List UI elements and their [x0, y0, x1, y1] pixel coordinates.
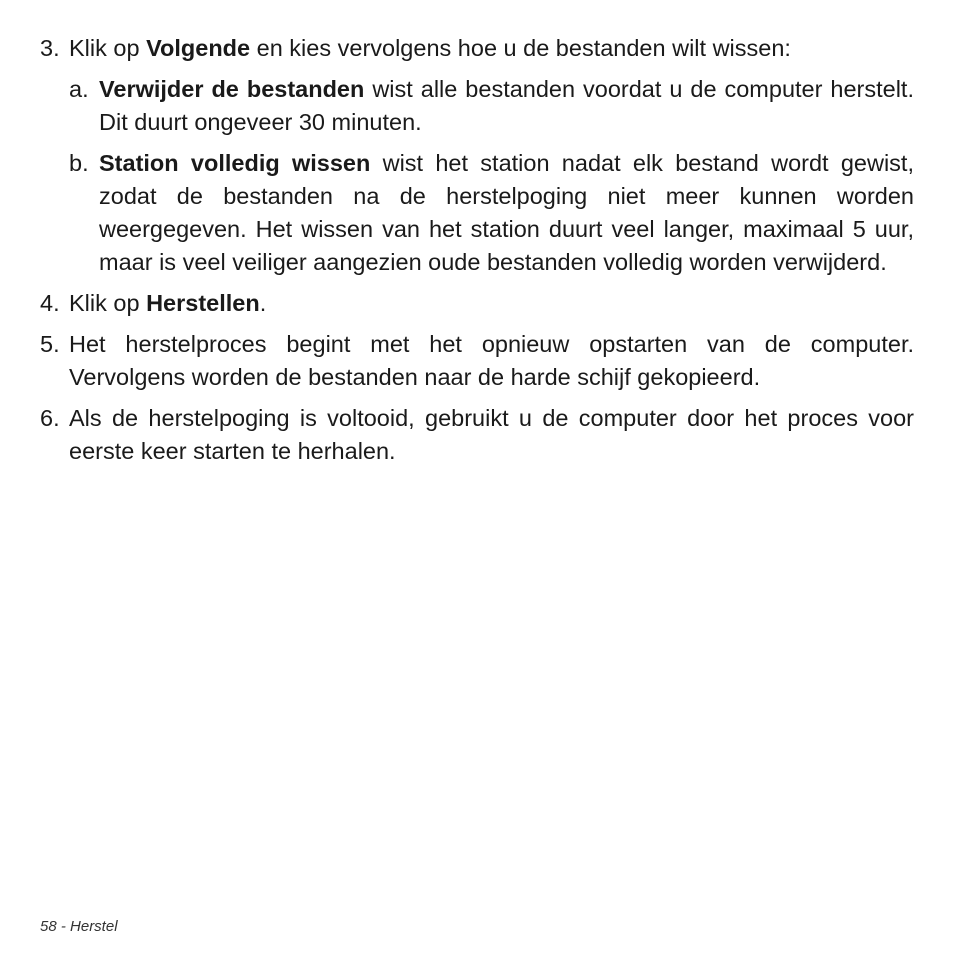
- step-3: [40, 32, 914, 279]
- step-text-post: .: [259, 290, 267, 316]
- substep-letter: a.: [69, 76, 89, 102]
- step-text: Als de herstelpoging is voltooid, gebruikt u de computer door het proces voor eerste keer starten te herhalen.: [69, 405, 914, 464]
- step-text-bold: Herstellen: [146, 290, 260, 316]
- substep-text-bold: Verwijder de bestanden: [99, 76, 365, 102]
- substep-text: [99, 73, 914, 139]
- step-text-post: en kies vervolgens hoe u de bestanden wilt wissen:: [250, 35, 791, 61]
- substep-text-post: wist het station nadat elk bestand wordt gewist, zodat de bestanden na de herstelpoging niet meer kunnen worden weergegeven. Het wissen van het station duurt veel langer, maximaal 5 uur, maar is veel veiliger aangezien oude bestanden volledig worden verwijderd.: [99, 150, 914, 275]
- substep-text: [99, 147, 914, 279]
- step-5: [40, 328, 914, 394]
- step-text: Het herstelproces begint met het opnieuw opstarten van de computer. Vervolgens worden de bestanden naar de harde schijf gekopieerd.: [69, 331, 914, 390]
- step-number: 3.: [40, 35, 60, 61]
- substep-text-post: wist alle bestanden voordat u de computer herstelt. Dit duurt ongeveer 30 minuten.: [99, 76, 914, 135]
- substep-b: [69, 147, 914, 279]
- step-text-pre: Klik op: [69, 35, 147, 61]
- step-text-pre: Klik op: [69, 290, 147, 316]
- document-body: [40, 32, 914, 476]
- step-4: [40, 287, 914, 320]
- substep-text-bold: Station volledig wissen: [99, 150, 371, 176]
- step-6: [40, 402, 914, 468]
- step-number: 5.: [40, 331, 60, 357]
- page-footer: 58 - Herstel: [40, 918, 118, 935]
- step-text: [69, 32, 914, 279]
- step-text-bold: Volgende: [146, 35, 251, 61]
- step-number: 4.: [40, 290, 60, 316]
- substep-a: [69, 73, 914, 139]
- step-number: 6.: [40, 405, 60, 431]
- substep-letter: b.: [69, 150, 89, 176]
- step-text: [69, 287, 914, 320]
